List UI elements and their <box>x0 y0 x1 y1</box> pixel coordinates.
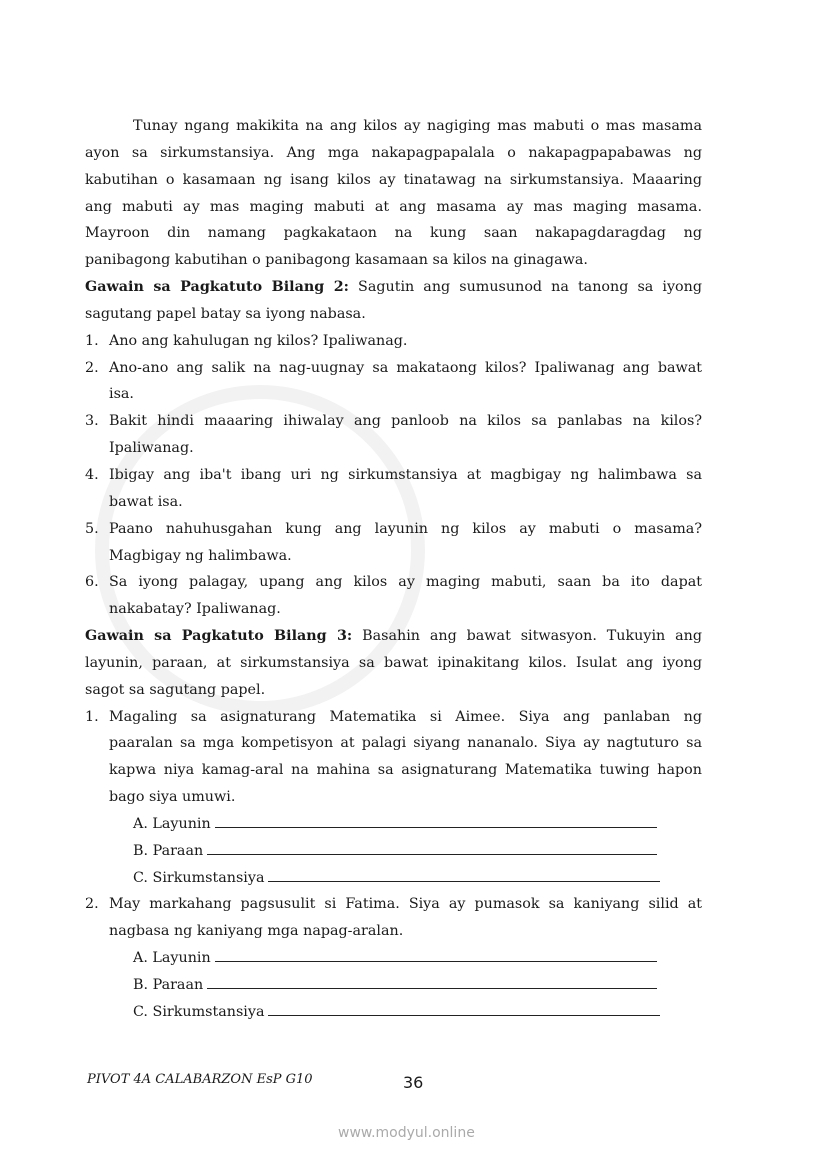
text-line: Tunay ngang makikita na ang kilos ay nagiging mas mabuti o mas masama <box>133 118 702 134</box>
text-line: sagot sa sagutang papel. <box>85 681 266 698</box>
answer-label: C. Sirkumstansiya <box>133 869 265 886</box>
activity-3-label: Gawain sa Pagkatuto Bilang 3: <box>85 628 353 645</box>
answer-blank[interactable] <box>268 999 660 1016</box>
answer-label: C. Sirkumstansiya <box>133 1003 265 1020</box>
document-body <box>85 113 702 1026</box>
page-number: 36 <box>403 1073 424 1092</box>
item-number: 4. <box>85 466 99 483</box>
text-line: Ibigay ang iba't ibang uri ng sirkumstansiya at magbigay ng halimbawa sa <box>109 466 702 483</box>
answer-paraan <box>85 838 657 865</box>
text-line: sagutang papel batay sa iyong nabasa. <box>85 305 366 322</box>
text-line: ang mabuti ay mas maging mabuti at ang masama ay mas maging masama. <box>85 198 702 215</box>
answer-blank[interactable] <box>268 865 660 882</box>
answer-label: B. Paraan <box>133 842 204 859</box>
text-line: ayon sa sirkumstansiya. Ang mga nakapagpapalala o nakapagpapabawas ng <box>85 144 702 161</box>
answer-label: A. Layunin <box>133 815 211 832</box>
answer-paraan <box>85 972 657 999</box>
text-line: kabutihan o kasamaan ng isang kilos ay tinatawag na sirkumstansiya. Maaaring <box>85 171 702 188</box>
text-line: Ipaliwanag. <box>109 440 194 457</box>
text-line: Magbigay ng halimbawa. <box>109 547 292 564</box>
activity-2-label: Gawain sa Pagkatuto Bilang 2: <box>85 279 349 296</box>
item-number: 5. <box>85 520 99 537</box>
footer-module-title: PIVOT 4A CALABARZON EsP G10 <box>87 1072 313 1087</box>
question-item <box>85 569 702 623</box>
activity-2 <box>85 274 702 623</box>
item-number: 1. <box>85 708 99 725</box>
text-line: panibagong kabutihan o panibagong kasamaan sa kilos na ginagawa. <box>85 252 588 269</box>
situation-item <box>85 704 702 892</box>
text-line: bawat isa. <box>109 493 183 510</box>
text-line: nakabatay? Ipaliwanag. <box>109 601 281 618</box>
situation-item <box>85 891 702 1025</box>
text-line: Mayroon din namang pagkakataon na kung saan nakapagdaragdag ng <box>85 225 702 242</box>
text-line: bago siya umuwi. <box>109 789 236 806</box>
activity-3 <box>85 623 702 1026</box>
text-line: paaralan sa mga kompetisyon at palagi siyang nananalo. Siya ay nagtuturo sa <box>109 735 702 752</box>
item-number: 3. <box>85 413 99 430</box>
question-item <box>85 462 702 516</box>
item-number: 2. <box>85 359 99 376</box>
text-line: Sa iyong palagay, upang ang kilos ay maging mabuti, saan ba ito dapat <box>109 574 702 591</box>
text-line: Bakit hindi maaaring ihiwalay ang panloob na kilos sa panlabas na kilos? <box>109 413 702 430</box>
question-item <box>85 328 702 355</box>
answer-blank[interactable] <box>207 838 657 855</box>
intro-paragraph <box>85 113 702 274</box>
question-item <box>85 408 702 462</box>
text-line: Ano-ano ang salik na nag-uugnay sa makataong kilos? Ipaliwanag ang bawat <box>109 359 702 376</box>
answer-sirkumstansiya <box>85 999 660 1026</box>
question-item <box>85 516 702 570</box>
text-line: Paano nahuhusgahan kung ang layunin ng kilos ay mabuti o masama? <box>109 520 702 537</box>
text-line: kapwa niya kamag-aral na mahina sa asignaturang Matematika tuwing hapon <box>109 762 702 779</box>
answer-blank[interactable] <box>207 972 657 989</box>
item-number: 1. <box>85 332 99 349</box>
activity-2-heading <box>85 274 702 301</box>
question-item <box>85 355 702 409</box>
text-line: Ano ang kahulugan ng kilos? Ipaliwanag. <box>109 332 408 349</box>
item-number: 2. <box>85 896 99 913</box>
answer-label: A. Layunin <box>133 950 211 967</box>
text-line: Sagutin ang sumusunod na tanong sa iyong <box>358 279 702 296</box>
item-number: 6. <box>85 574 99 591</box>
answer-layunin <box>85 945 657 972</box>
activity-3-heading <box>85 623 702 650</box>
answer-layunin <box>85 811 657 838</box>
text-line: May markahang pagsusulit si Fatima. Siya ay pumasok sa kaniyang silid at <box>109 896 702 913</box>
text-line: Magaling sa asignaturang Matematika si Aimee. Siya ang panlaban ng <box>109 708 702 725</box>
answer-blank[interactable] <box>215 945 657 962</box>
watermark-url: www.modyul.online <box>338 1125 475 1141</box>
text-line: isa. <box>109 386 134 403</box>
text-line: nagbasa ng kaniyang mga napag-aralan. <box>109 923 404 940</box>
answer-blank[interactable] <box>215 811 657 828</box>
text-line: layunin, paraan, at sirkumstansiya sa bawat ipinakitang kilos. Isulat ang iyong <box>85 654 702 671</box>
answer-label: B. Paraan <box>133 977 204 993</box>
text-line: Basahin ang bawat sitwasyon. Tukuyin ang <box>362 628 702 645</box>
answer-sirkumstansiya <box>85 865 660 892</box>
